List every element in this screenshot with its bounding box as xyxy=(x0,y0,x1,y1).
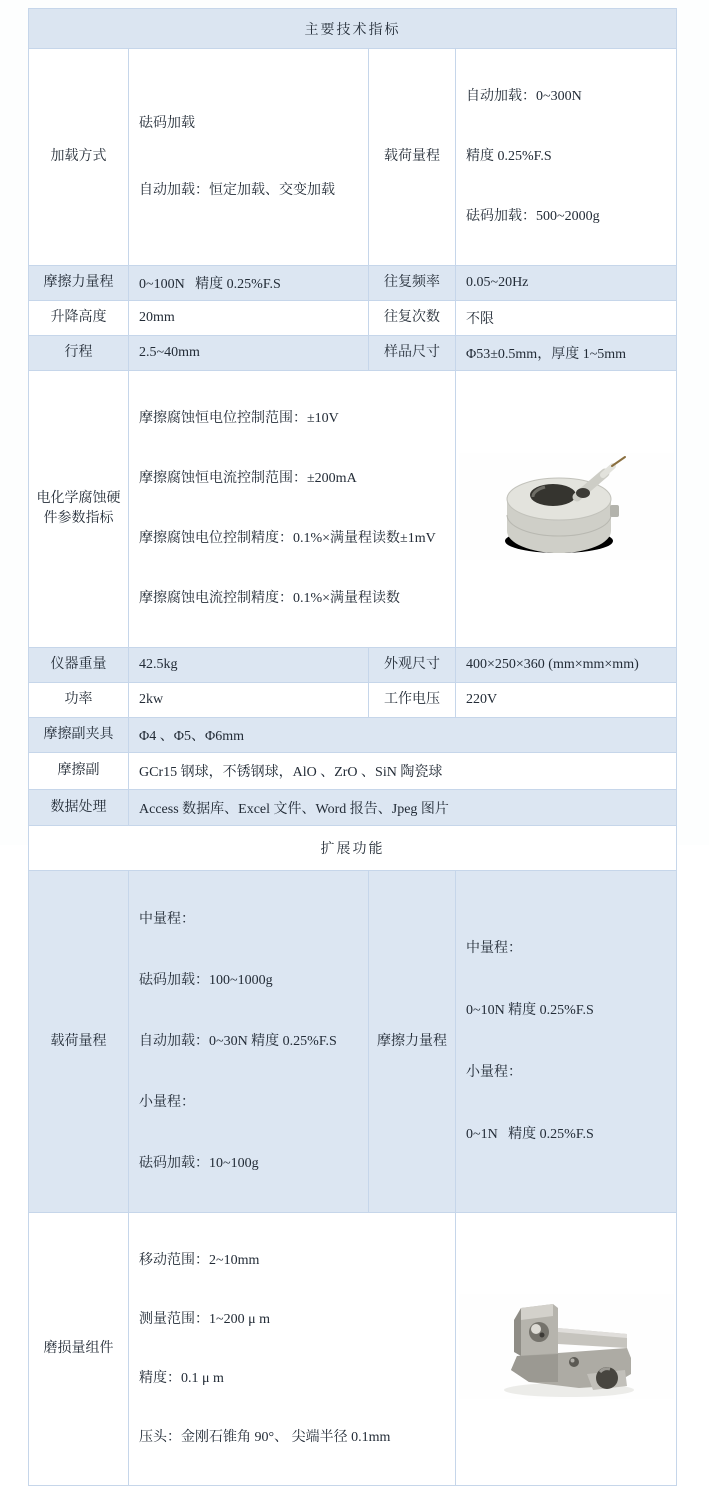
value-friction-range: 0~100N 精度 0.25%F.S xyxy=(129,266,369,301)
label-lift-height: 升降高度 xyxy=(29,301,129,336)
value-dimensions: 400×250×360 (mm×mm×mm) xyxy=(456,648,677,683)
section1-header-row xyxy=(29,9,677,49)
value-loading-method xyxy=(129,49,369,266)
row-wear-assembly xyxy=(29,1213,677,1486)
row-friction-range xyxy=(29,266,677,301)
wear-assembly-photo-cell xyxy=(456,1213,677,1486)
value-ext-load-range xyxy=(129,871,369,1213)
row-friction-pair xyxy=(29,753,677,790)
label-ext-load-range: 载荷量程 xyxy=(29,871,129,1213)
value-line: 摩擦腐蚀电流控制精度：0.1%×满量程读数 xyxy=(139,591,401,606)
value-wear-assembly xyxy=(129,1213,456,1486)
label-reciprocating-frequency: 往复频率 xyxy=(369,266,456,301)
value-ext-friction-range xyxy=(456,871,677,1213)
value-line: 自动加载：0~30N 精度 0.25%F.S xyxy=(139,1034,337,1049)
value-line: 砝码加载：500~2000g xyxy=(466,209,600,224)
label-friction-pair: 摩擦副 xyxy=(29,753,129,790)
value-line: 精度 0.25%F.S xyxy=(466,149,552,164)
value-line: 移动范围：2~10mm xyxy=(139,1253,260,1268)
value-line: 测量范围：1~200 μ m xyxy=(139,1312,270,1327)
label-loading-method: 加载方式 xyxy=(29,49,129,266)
value-line: 0~1N 精度 0.25%F.S xyxy=(466,1126,594,1142)
value-electrochemical-params xyxy=(129,371,456,648)
row-friction-pair-fixture xyxy=(29,718,677,753)
value-line: 0~10N 精度 0.25%F.S xyxy=(466,1002,594,1018)
label-electrochemical-params: 电化学腐蚀硬件参数指标 xyxy=(29,371,129,648)
row-loading-method xyxy=(29,49,677,266)
section1-title: 主要技术指标 xyxy=(29,9,677,49)
corrosion-cell-photo-cell xyxy=(456,371,677,648)
value-cycle-count: 不限 xyxy=(456,301,677,336)
value-friction-pair: GCr15 钢球，不锈钢球，AlO 、ZrO 、SiN 陶瓷球 xyxy=(129,753,677,790)
label-wear-assembly: 磨损量组件 xyxy=(29,1213,129,1486)
value-line: 砝码加载：100~1000g xyxy=(139,973,273,988)
label-instrument-weight: 仪器重量 xyxy=(29,648,129,683)
value-line: 砝码加载 xyxy=(139,116,195,131)
spec-table xyxy=(28,8,677,1486)
corrosion-cell-photo xyxy=(459,453,674,560)
label-friction-range: 摩擦力量程 xyxy=(29,266,129,301)
value-line: 中量程： xyxy=(466,940,522,956)
row-lift-height xyxy=(29,301,677,336)
value-line: 自动加载：0~300N xyxy=(466,89,582,104)
value-line: 摩擦腐蚀恒电位控制范围：±10V xyxy=(139,411,339,426)
wear-assembly-photo xyxy=(459,1294,674,1399)
value-friction-pair-fixture: Φ4 、Φ5、Φ6mm xyxy=(129,718,677,753)
value-power: 2kw xyxy=(129,683,369,718)
row-electrochemical-params xyxy=(29,371,677,648)
value-line: 小量程： xyxy=(139,1095,195,1110)
label-friction-pair-fixture: 摩擦副夹具 xyxy=(29,718,129,753)
value-line: 摩擦腐蚀电位控制精度：0.1%×满量程读数±1mV xyxy=(139,531,436,546)
value-voltage: 220V xyxy=(456,683,677,718)
label-sample-size: 样品尺寸 xyxy=(369,336,456,371)
label-load-range: 载荷量程 xyxy=(369,49,456,266)
value-load-range xyxy=(456,49,677,266)
value-line: 精度：0.1 μ m xyxy=(139,1371,224,1386)
row-power xyxy=(29,683,677,718)
label-stroke: 行程 xyxy=(29,336,129,371)
label-data-processing: 数据处理 xyxy=(29,790,129,826)
row-data-processing xyxy=(29,790,677,826)
value-data-processing: Access 数据库、Excel 文件、Word 报告、Jpeg 图片 xyxy=(129,790,677,826)
section2-title: 扩展功能 xyxy=(29,826,677,871)
label-cycle-count: 往复次数 xyxy=(369,301,456,336)
value-stroke: 2.5~40mm xyxy=(129,336,369,371)
value-sample-size: Φ53±0.5mm，厚度 1~5mm xyxy=(456,336,677,371)
value-instrument-weight: 42.5kg xyxy=(129,648,369,683)
row-stroke xyxy=(29,336,677,371)
label-power: 功率 xyxy=(29,683,129,718)
section2-header-row xyxy=(29,826,677,871)
row-instrument-weight xyxy=(29,648,677,683)
label-dimensions: 外观尺寸 xyxy=(369,648,456,683)
label-voltage: 工作电压 xyxy=(369,683,456,718)
value-line: 压头：金刚石锥角 90°、 尖端半径 0.1mm xyxy=(139,1430,391,1445)
value-reciprocating-frequency: 0.05~20Hz xyxy=(456,266,677,301)
value-line: 砝码加载：10~100g xyxy=(139,1156,259,1171)
label-ext-friction-range: 摩擦力量程 xyxy=(369,871,456,1213)
value-line: 中量程： xyxy=(139,912,195,927)
row-ext-load-range xyxy=(29,871,677,1213)
value-line: 小量程： xyxy=(466,1064,522,1080)
value-lift-height: 20mm xyxy=(129,301,369,336)
value-line: 自动加载：恒定加载、交变加载 xyxy=(139,183,335,198)
value-line: 摩擦腐蚀恒电流控制范围：±200mA xyxy=(139,471,357,486)
